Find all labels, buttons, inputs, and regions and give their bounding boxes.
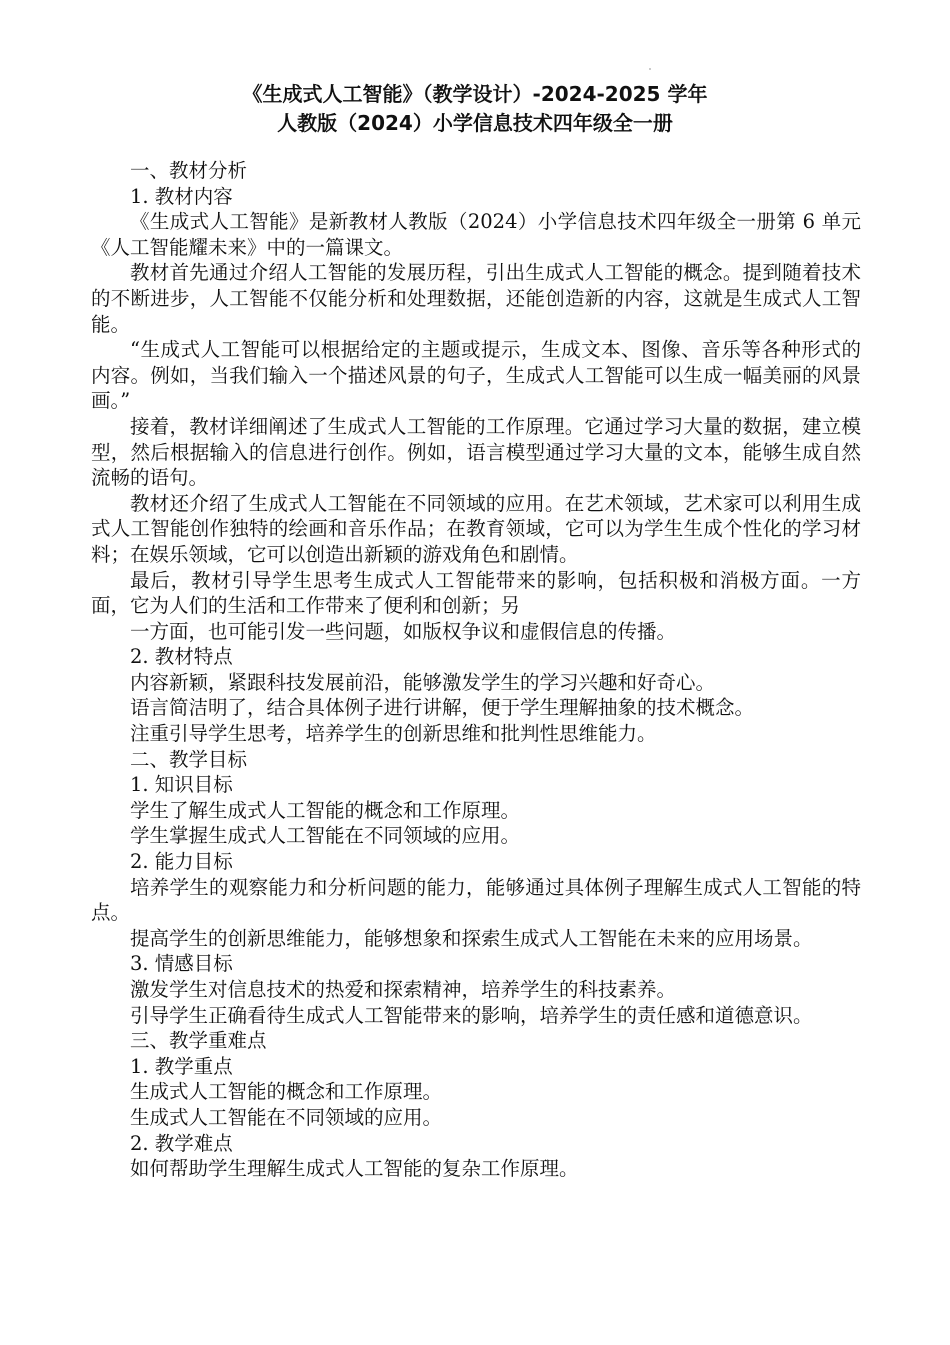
subheading-key-points: 1. 教学重点 [130,1054,233,1078]
paragraph-history: 教材首先通过介绍人工智能的发展历程，引出生成式人工智能的概念。提到随着技术的不断进步，人工智能不仅能分析和处理数据，还能创造新的内容，这就是生成式人工智能。 [91,261,861,336]
difficult-point-item: 如何帮助学生理解生成式人工智能的复杂工作原理。 [130,1157,579,1181]
goal-item: 引导学生正确看待生成式人工智能带来的影响，培养学生的责任感和道德意识。 [130,1003,813,1027]
feature-item: 注重引导学生思考，培养学生的创新思维和批判性思维能力。 [130,722,657,746]
decorative-dot [649,68,651,70]
goal-item: 学生掌握生成式人工智能在不同领域的应用。 [130,824,521,848]
section-heading-1: 一、教材分析 [130,159,248,182]
subheading-difficult-points: 2. 教学难点 [130,1131,233,1155]
feature-item: 内容新颖，紧跟科技发展前沿，能够激发学生的学习兴趣和好奇心。 [130,670,716,694]
goal-item: 提高学生的创新思维能力，能够想象和探索生成式人工智能在未来的应用场景。 [130,926,813,950]
title-line-1: 《生成式人工智能》（教学设计）-2024-2025 学年 [242,82,708,106]
goal-item: 学生了解生成式人工智能的概念和工作原理。 [130,798,521,822]
subheading-emotional-goals: 3. 情感目标 [130,952,233,976]
paragraph-applications: 教材还介绍了生成式人工智能在不同领域的应用。在艺术领域，艺术家可以利用生成式人工智能创作独特的绘画和音乐作品；在教育领域，它可以为学生生成个性化的学习材料；在娱乐领域，它可以创造出新颖的游戏角色和剧情。 [91,491,861,566]
goal-item: 激发学生对信息技术的热爱和探索精神，培养学生的科技素养。 [130,978,677,1001]
title-line-2: 人教版（2024）小学信息技术四年级全一册 [277,111,673,135]
subheading-material-content: 1. 教材内容 [130,184,233,208]
subheading-material-features: 2. 教材特点 [130,645,233,669]
paragraph-principle: 接着，教材详细阐述了生成式人工智能的工作原理。它通过学习大量的数据，建立模型，然后根据输入的信息进行创作。例如，语言模型通过学习大量的文本，能够生成自然流畅的语句。 [91,414,861,490]
key-point-item: 生成式人工智能的概念和工作原理。 [130,1080,443,1104]
document-body [91,158,861,1182]
section-heading-3: 三、教学重难点 [130,1029,267,1053]
key-point-item: 生成式人工智能在不同领域的应用。 [130,1105,443,1129]
feature-item: 语言简洁明了，结合具体例子进行讲解，便于学生理解抽象的技术概念。 [130,696,755,720]
subheading-knowledge-goals: 1. 知识目标 [130,773,233,797]
paragraph-quote: “生成式人工智能可以根据给定的主题或提示，生成文本、图像、音乐等各种形式的内容。例如，当我们输入一个描述风景的句子，生成式人工智能可以生成一幅美丽的风景画。” [91,338,861,413]
document-title [0,80,950,138]
paragraph-intro: 《生成式人工智能》是新教材人教版（2024）小学信息技术四年级全一册第 6 单元《人工智能耀未来》中的一篇课文。 [91,210,861,259]
section-heading-2: 二、教学目标 [130,747,248,771]
paragraph-impact: 最后，教材引导学生思考生成式人工智能带来的影响，包括积极和消极方面。一方面，它为人们的生活和工作带来了便利和创新；另 [91,568,861,618]
goal-item: 培养学生的观察能力和分析问题的能力，能够通过具体例子理解生成式人工智能的特点。 [91,875,861,925]
paragraph-impact-continued: 一方面，也可能引发一些问题，如版权争议和虚假信息的传播。 [130,619,677,643]
subheading-ability-goals: 2. 能力目标 [130,850,233,874]
